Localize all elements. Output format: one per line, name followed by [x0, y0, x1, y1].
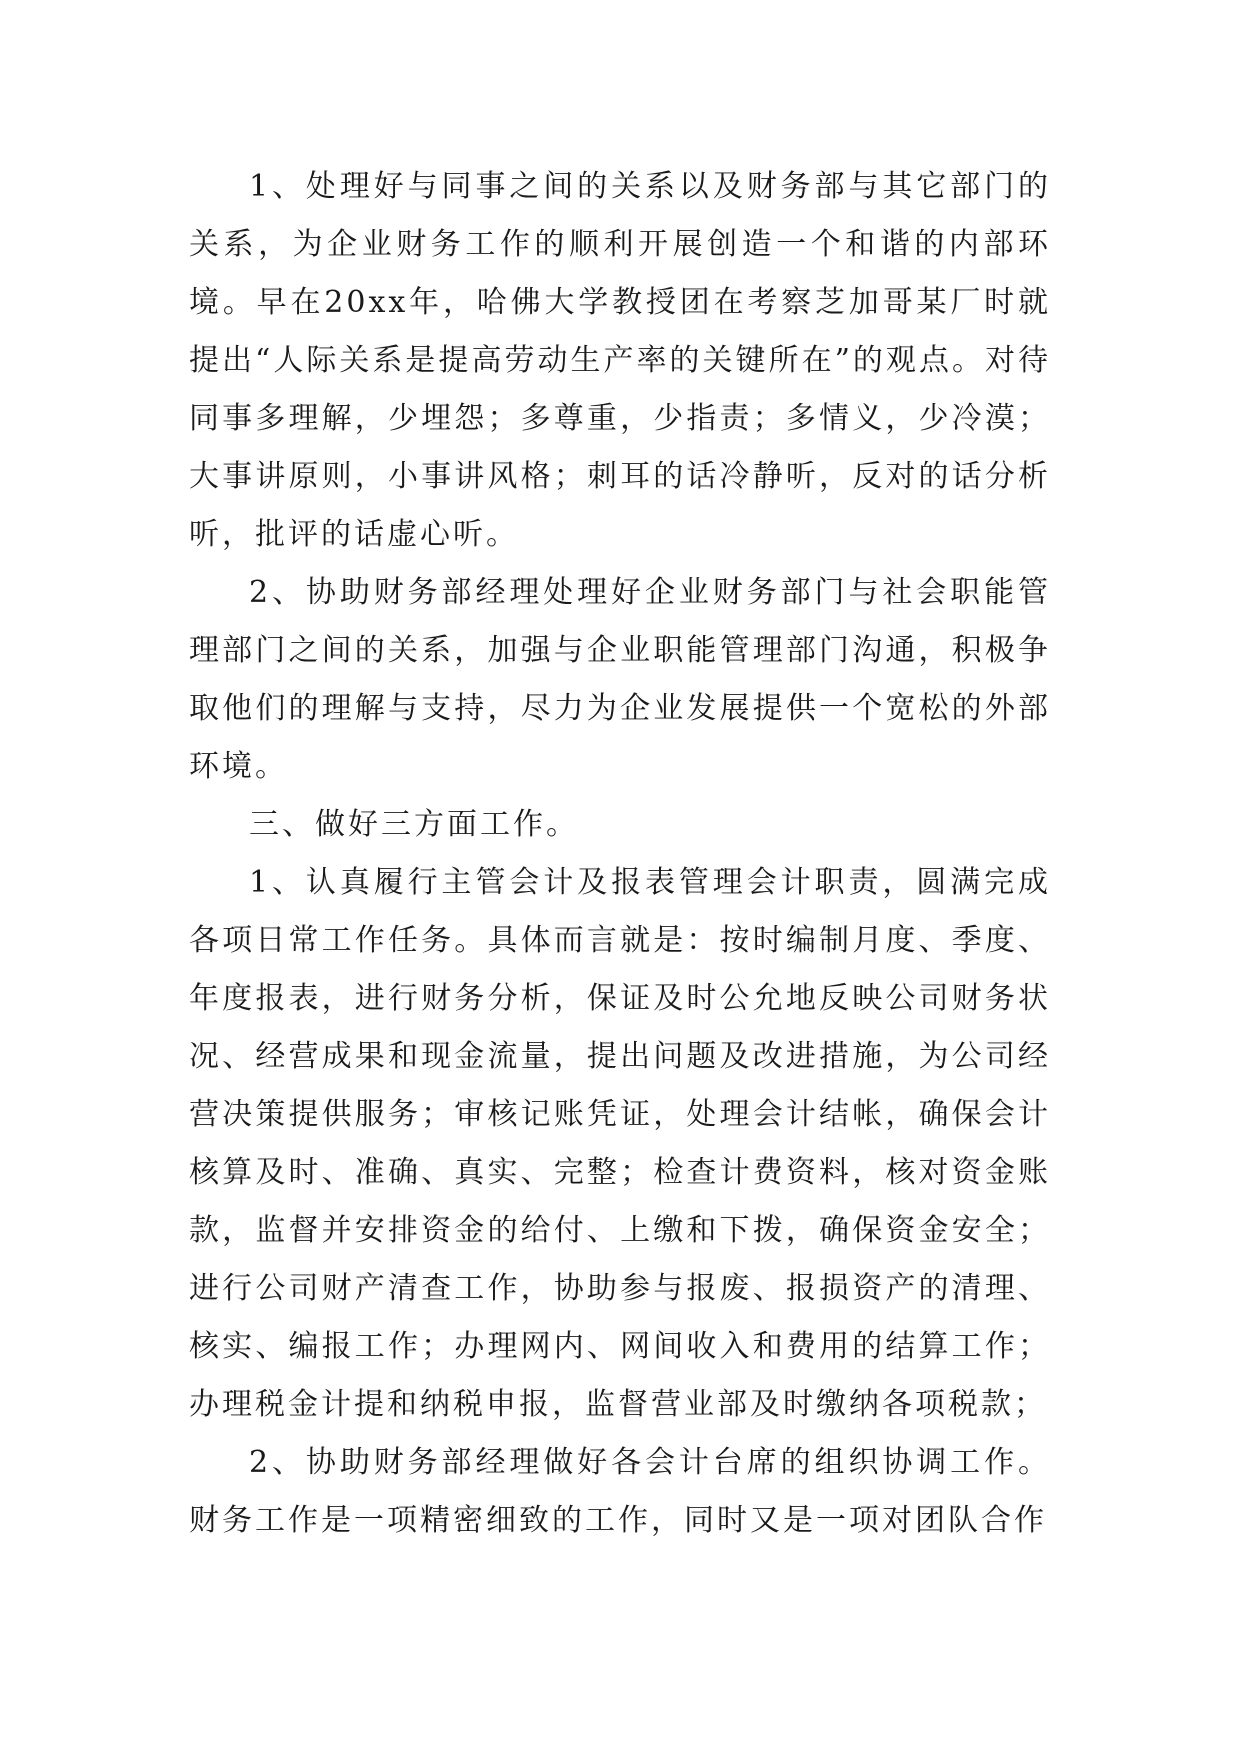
paragraph-relations-external: 2、协助财务部经理处理好企业财务部门与社会职能管理部门之间的关系，加强与企业职能管理部门沟通，积极争取他们的理解与支持，尽力为企业发展提供一个宽松的外部环境。	[189, 575, 1051, 784]
paragraph-accounting-duties: 1、认真履行主管会计及报表管理会计职责，圆满完成各项日常工作任务。具体而言就是：按时编制月度、季度、年度报表，进行财务分析，保证及时公允地反映公司财务状况、经营成果和现金流量，提出问题及改进措施，为公司经营决策提供服务；审核记账凭证，处理会计结帐，确保会计核算及时、准确、真实、完整；检查计费资料，核对资金账款，监督并安排资金的给付、上缴和下拨，确保资金安全；进行公司财产清查工作，协助参与报废、报损资产的清理、核实、编报工作；办理网内、网间收入和费用的结算工作；办理税金计提和纳税申报，监督营业部及时缴纳各项税款；	[189, 865, 1051, 1422]
section-heading-three-aspects: 三、做好三方面工作。	[249, 807, 579, 842]
document-body	[189, 158, 1051, 1550]
paragraph-relations-colleagues: 1、处理好与同事之间的关系以及财务部与其它部门的关系，为企业财务工作的顺利开展创造一个和谐的内部环境。早在20xx年，哈佛大学教授团在考察芝加哥某厂时就提出“人际关系是提高劳动生产率的关键所在”的观点。对待同事多理解，少埋怨；多尊重，少指责；多情义，少冷漠；大事讲原则，小事讲风格；刺耳的话冷静听，反对的话分析听，批评的话虚心听。	[189, 169, 1051, 552]
paragraph-coordination: 2、协助财务部经理做好各会计台席的组织协调工作。财务工作是一项精密细致的工作，同时又是一项对团队合作	[189, 1445, 1051, 1538]
